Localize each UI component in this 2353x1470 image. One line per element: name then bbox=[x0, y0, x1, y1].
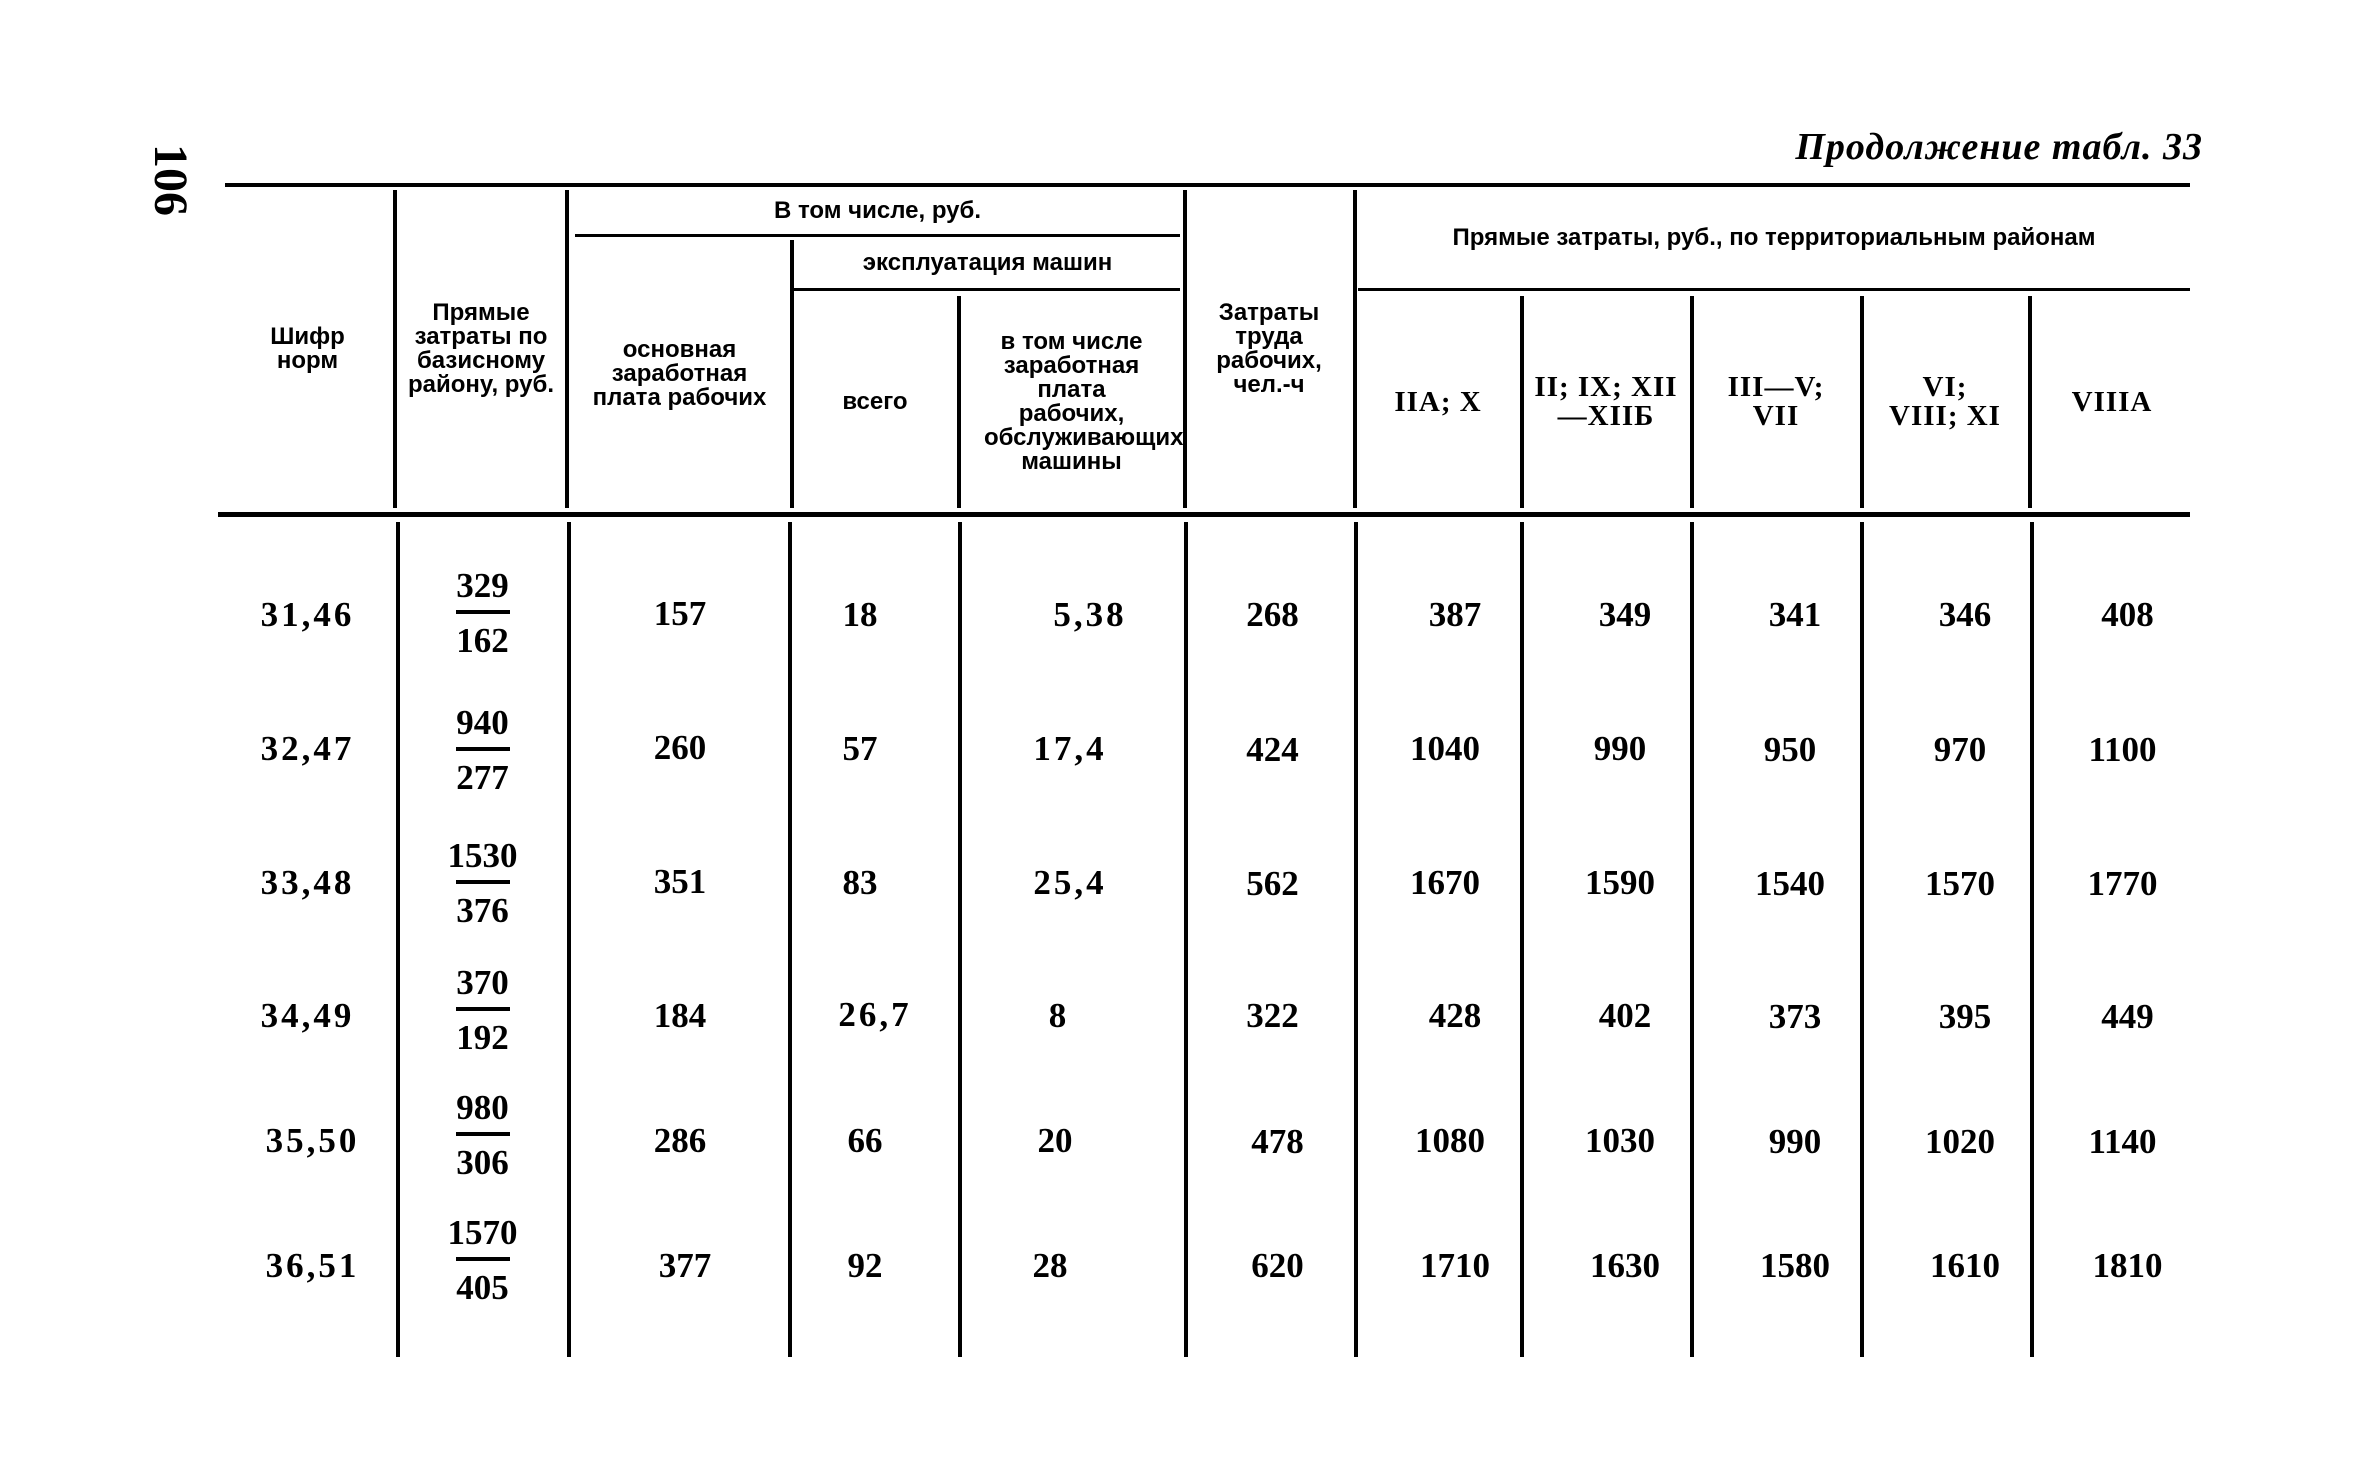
cell-machine-total: 83 bbox=[842, 862, 878, 902]
table-caption: Продолжение табл. 33 bbox=[1795, 126, 2203, 168]
header-region-2: II; IX; XII—XIIБ bbox=[1534, 371, 1678, 432]
header-divider bbox=[1860, 296, 1864, 508]
header-machine-wage: в том числе заработная плата рабочих, обслуживающих машины bbox=[984, 328, 1184, 475]
cell-code: 36,51 bbox=[265, 1245, 360, 1285]
cell-labor: 322 bbox=[1246, 995, 1299, 1035]
cell-machine-wage: 17,4 bbox=[1033, 728, 1107, 768]
header-region-4: VI; VIII; XI bbox=[1889, 371, 2001, 432]
cell-wage: 184 bbox=[653, 995, 707, 1035]
cell-machine-total: 66 bbox=[847, 1120, 883, 1160]
body-divider bbox=[788, 522, 792, 1357]
header-regional: Прямые затраты, руб., по территориальным районам bbox=[1452, 223, 2096, 251]
cell-region-4: 970 bbox=[1933, 729, 1987, 769]
body-divider bbox=[567, 522, 571, 1357]
cell-region-5: 408 bbox=[2101, 594, 2154, 634]
header-divider bbox=[1520, 296, 1524, 508]
rule-under-machine bbox=[793, 288, 1180, 291]
cell-direct-base: 1530 376 bbox=[447, 836, 518, 930]
cell-machine-total: 57 bbox=[842, 728, 878, 768]
header-divider bbox=[1690, 296, 1694, 508]
cell-region-3: 990 bbox=[1768, 1121, 1822, 1161]
header-code: Шифр норм bbox=[270, 323, 345, 374]
header-divider bbox=[2028, 296, 2032, 508]
cell-machine-wage: 28 bbox=[1032, 1245, 1068, 1285]
rule-under-incl bbox=[575, 234, 1180, 237]
cell-code: 31,46 bbox=[260, 594, 355, 634]
cell-region-3: 1580 bbox=[1760, 1245, 1830, 1285]
header-divider bbox=[790, 240, 794, 508]
cell-region-5: 1770 bbox=[2087, 863, 2158, 903]
cell-wage: 351 bbox=[653, 861, 707, 901]
body-divider bbox=[1520, 522, 1524, 1357]
page-number: 106 bbox=[144, 144, 197, 216]
cell-region-3: 341 bbox=[1768, 594, 1822, 634]
cell-region-4: 395 bbox=[1938, 996, 1992, 1036]
header-region-3: III—V; VII bbox=[1727, 371, 1825, 432]
header-region-5: VIIIA bbox=[2071, 385, 2153, 418]
cell-direct-base: 980 306 bbox=[456, 1088, 509, 1182]
cell-wage: 377 bbox=[658, 1245, 712, 1285]
header-divider bbox=[393, 190, 397, 508]
cell-labor: 478 bbox=[1251, 1121, 1304, 1161]
rule-under-regional bbox=[1358, 288, 2190, 291]
body-divider bbox=[958, 522, 962, 1357]
header-machine-total: всего bbox=[842, 388, 908, 415]
header-labor: Затраты труда рабочих, чел.-ч bbox=[1216, 299, 1322, 398]
cell-direct-base: 940 277 bbox=[456, 703, 509, 797]
header-divider bbox=[565, 190, 569, 508]
cell-machine-wage: 5,38 bbox=[1053, 594, 1127, 634]
cell-region-4: 346 bbox=[1938, 594, 1992, 634]
cell-region-3: 373 bbox=[1768, 996, 1822, 1036]
cell-direct-base: 370 192 bbox=[456, 963, 509, 1057]
cell-region-4: 1610 bbox=[1930, 1245, 2000, 1285]
cell-region-2: 349 bbox=[1598, 594, 1652, 634]
cell-code: 32,47 bbox=[260, 728, 355, 768]
header-region-1: IIA; X bbox=[1394, 385, 1482, 418]
cell-machine-wage: 8 bbox=[1048, 995, 1067, 1035]
cell-labor: 268 bbox=[1246, 594, 1299, 634]
header-divider bbox=[957, 296, 961, 508]
cell-region-3: 1540 bbox=[1755, 863, 1825, 903]
cell-region-1: 1710 bbox=[1420, 1245, 1490, 1285]
cell-region-5: 1810 bbox=[2092, 1245, 2163, 1285]
body-divider bbox=[2030, 522, 2034, 1357]
cell-region-2: 1590 bbox=[1585, 862, 1655, 902]
cell-region-2: 402 bbox=[1598, 995, 1652, 1035]
cell-machine-total: 18 bbox=[842, 594, 878, 634]
cell-region-4: 1570 bbox=[1925, 863, 1995, 903]
body-divider bbox=[1184, 522, 1188, 1357]
header-divider bbox=[1353, 190, 1357, 508]
cell-code: 35,50 bbox=[265, 1120, 360, 1160]
body-divider bbox=[1860, 522, 1864, 1357]
cell-region-2: 1030 bbox=[1585, 1120, 1655, 1160]
cell-labor: 620 bbox=[1251, 1245, 1304, 1285]
cell-region-5: 449 bbox=[2101, 996, 2154, 1036]
cell-region-1: 1040 bbox=[1410, 728, 1480, 768]
header-including: В том числе, руб. bbox=[773, 197, 982, 224]
body-divider bbox=[1354, 522, 1358, 1357]
cell-machine-total: 26,7 bbox=[838, 994, 912, 1034]
cell-code: 33,48 bbox=[260, 862, 355, 902]
cell-machine-total: 92 bbox=[847, 1245, 883, 1285]
cell-labor: 424 bbox=[1246, 729, 1299, 769]
cell-region-2: 1630 bbox=[1590, 1245, 1660, 1285]
header-divider bbox=[1183, 190, 1187, 508]
cell-region-5: 1100 bbox=[2088, 729, 2157, 769]
cell-region-1: 1080 bbox=[1415, 1120, 1485, 1160]
cell-region-2: 990 bbox=[1593, 728, 1647, 768]
header-direct-base: Прямые затраты по базисному району, руб. bbox=[408, 299, 554, 398]
cell-region-5: 1140 bbox=[2088, 1121, 2157, 1161]
cell-region-1: 1670 bbox=[1410, 862, 1480, 902]
cell-region-1: 387 bbox=[1428, 594, 1482, 634]
cell-direct-base: 1570 405 bbox=[447, 1213, 518, 1307]
cell-wage: 286 bbox=[653, 1120, 707, 1160]
cell-region-1: 428 bbox=[1428, 995, 1482, 1035]
cell-direct-base: 329 162 bbox=[456, 566, 509, 660]
cell-machine-wage: 25,4 bbox=[1033, 862, 1107, 902]
header-machine: эксплуатация машин bbox=[862, 249, 1113, 276]
cell-code: 34,49 bbox=[260, 995, 355, 1035]
cell-region-4: 1020 bbox=[1925, 1121, 1995, 1161]
header-bottom-rule bbox=[218, 512, 2190, 517]
cell-labor: 562 bbox=[1246, 863, 1299, 903]
table-top-rule bbox=[225, 183, 2190, 187]
cell-wage: 260 bbox=[653, 727, 707, 767]
cell-region-3: 950 bbox=[1763, 729, 1817, 769]
cell-machine-wage: 20 bbox=[1037, 1120, 1073, 1160]
body-divider bbox=[1690, 522, 1694, 1357]
header-wage: основная заработная плата рабочих bbox=[592, 336, 767, 411]
cell-wage: 157 bbox=[653, 593, 707, 633]
